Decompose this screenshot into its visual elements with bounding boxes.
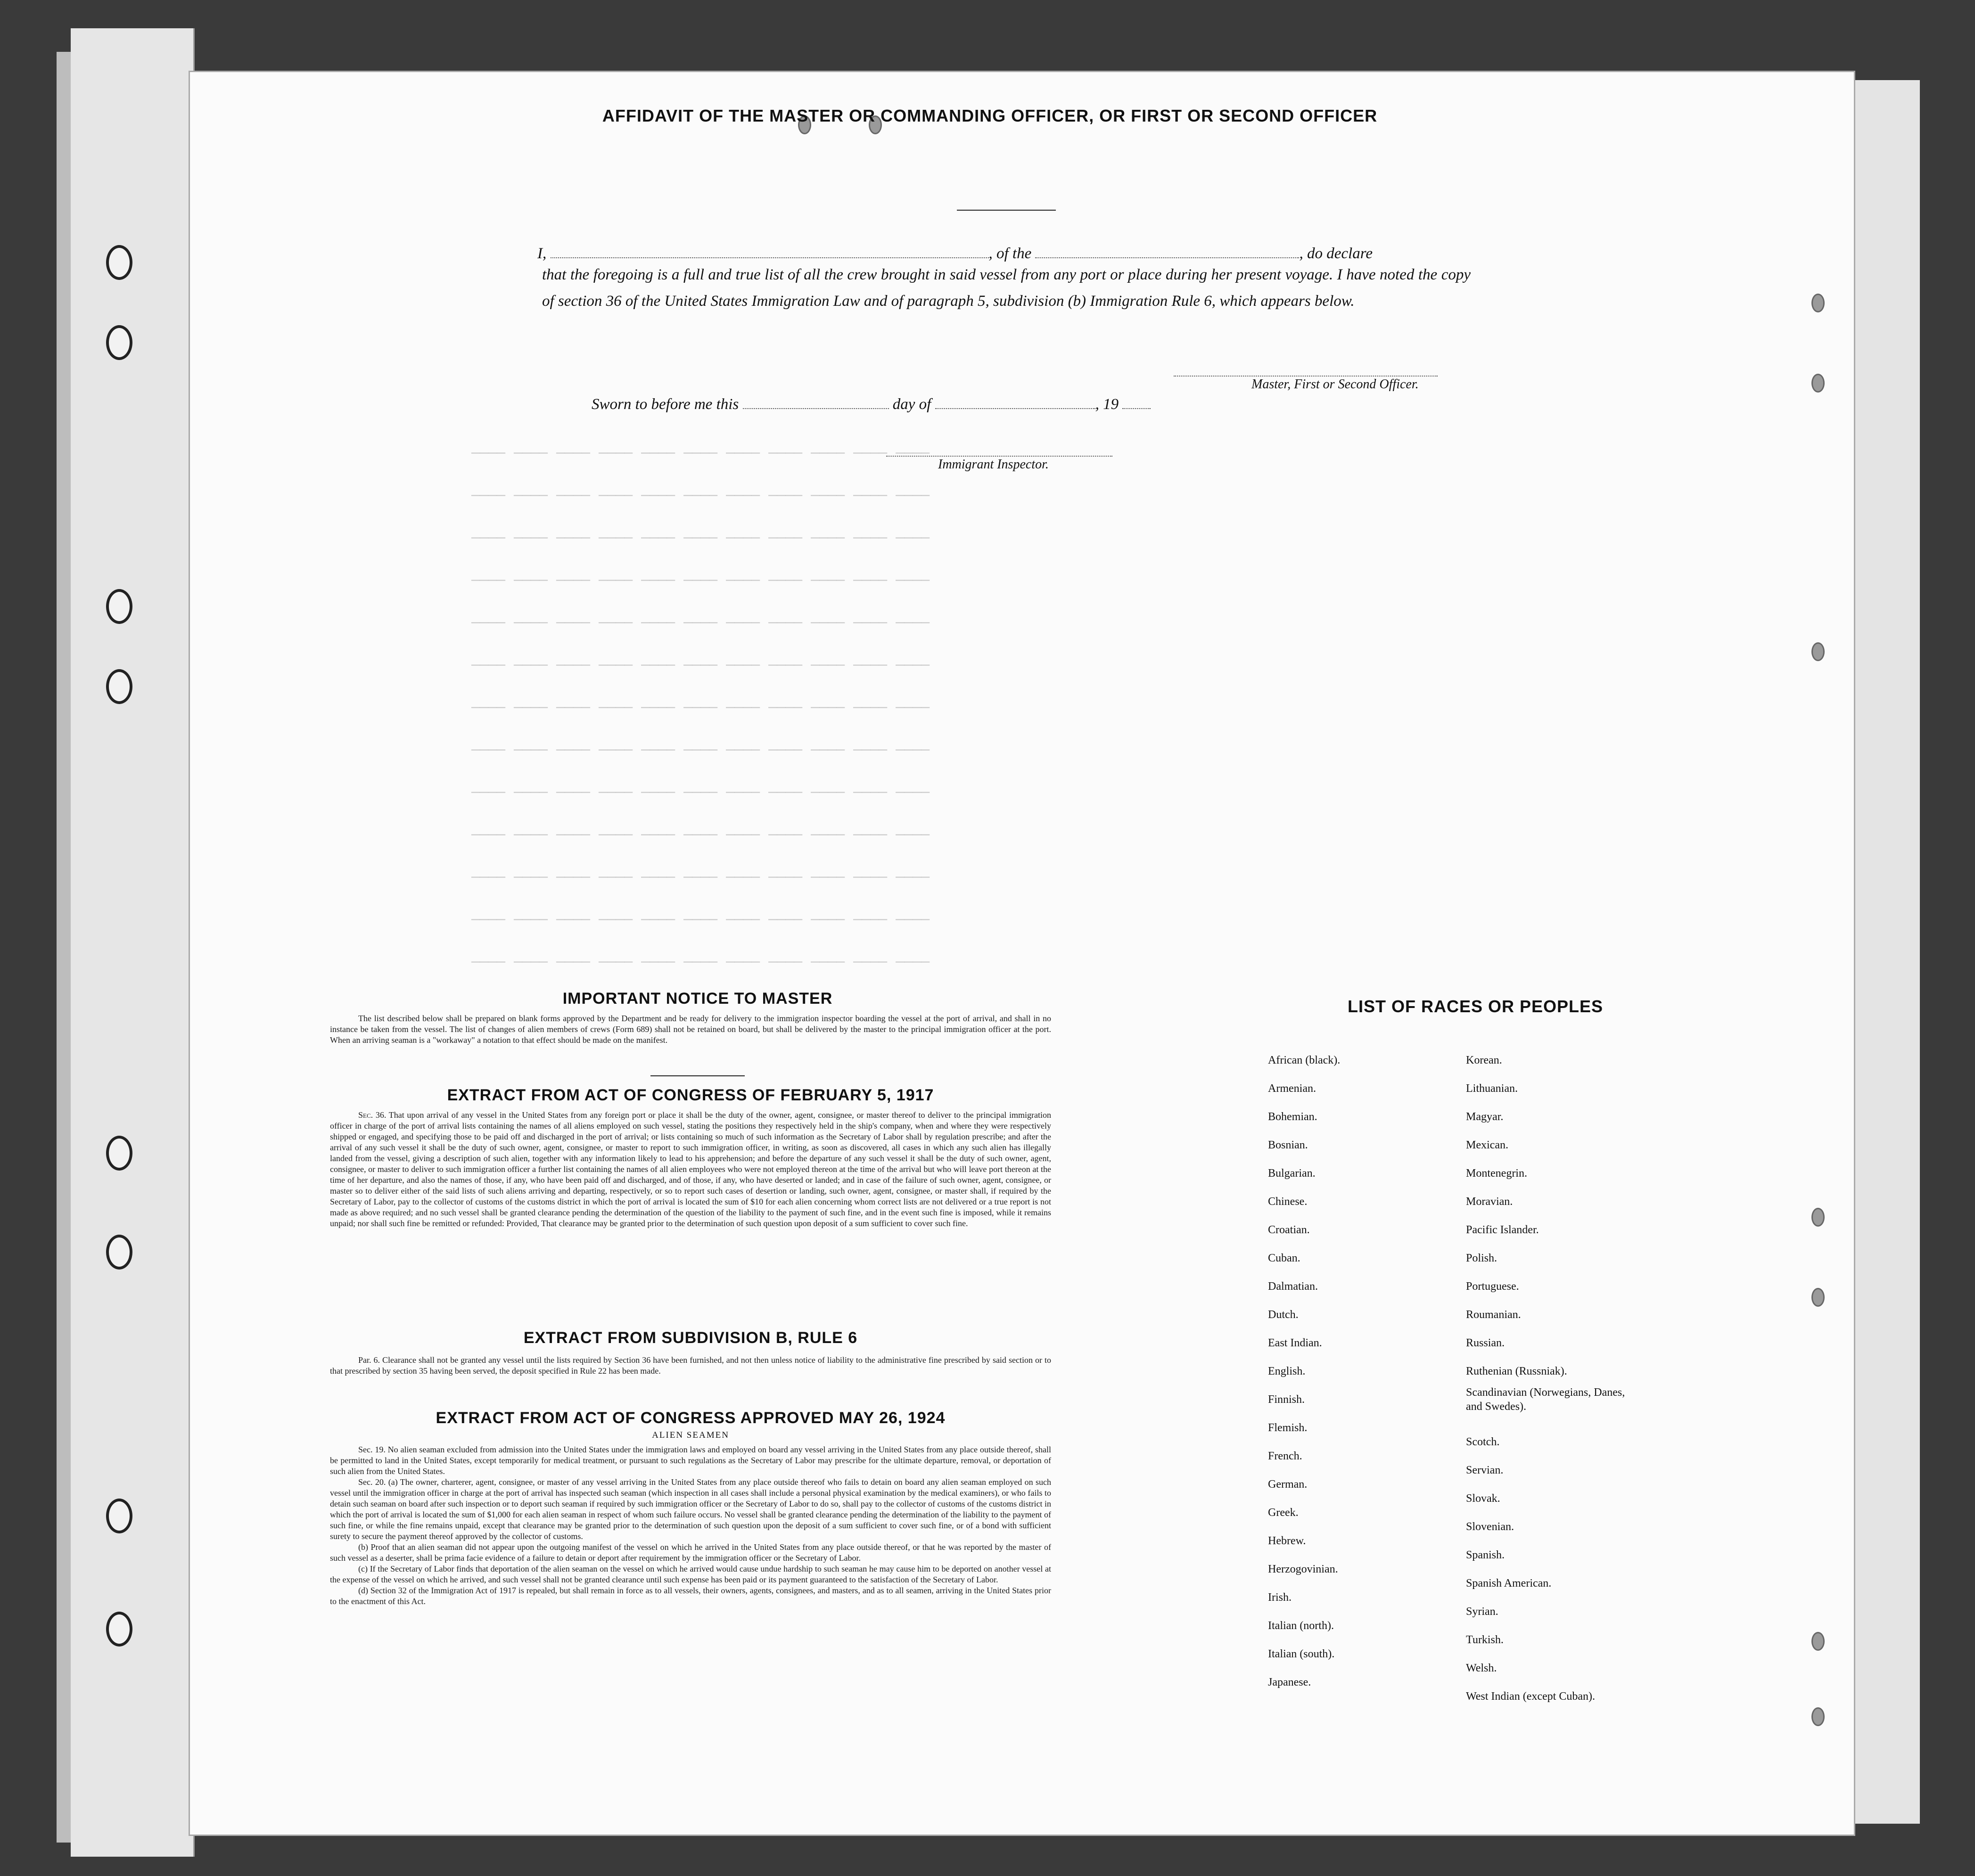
race-item: Dutch. [1268, 1309, 1299, 1321]
declaration-of-the: , of the [988, 245, 1032, 262]
inspector-label: Immigrant Inspector. [938, 457, 1049, 472]
sworn-day-of: day of [892, 396, 931, 413]
extract-1917-text [330, 1110, 1051, 1229]
underlying-page-edge [1848, 80, 1920, 1824]
race-item: African (black). [1268, 1054, 1341, 1066]
bleed-through-mark: ———— ———— ———— ———— ———— ———— ———— ———— ———— ———— ———— [471, 785, 930, 801]
punch-hole [1811, 642, 1825, 661]
bleed-through-mark: ———— ———— ———— ———— ———— ———— ———— ———— ———— ———— ———— [471, 912, 930, 928]
notice-rule [650, 1075, 745, 1076]
race-item: Croatian. [1268, 1224, 1310, 1236]
bleed-through-mark: ———— ———— ———— ———— ———— ———— ———— ———— ———— ———— ———— [471, 573, 930, 589]
punch-hole [1811, 374, 1825, 393]
extract-1924-sec20d: (d) Section 32 of the Immigration Act of 1917 is repealed, but shall remain in force as to all vessels, their owners, agents, consignees, and masters, and as to all seamen, arriving in the United States prior to the enactment of this Act. [330, 1586, 1051, 1606]
race-item: Lithuanian. [1466, 1082, 1518, 1095]
binder-hole [106, 1499, 132, 1533]
extract-rule6-text: Par. 6. Clearance shall not be granted any vessel until the lists required by Section 36 have been furnished, and not then unless notice of liability to the administrative fine prescribed by said section or to that prescribed by section 35 having been served, the deposit specified in Rule 22 has been made. [330, 1355, 1051, 1376]
binder-hole [106, 1235, 132, 1270]
race-item: Turkish. [1466, 1634, 1504, 1646]
race-item: Polish. [1466, 1252, 1498, 1264]
race-item: Italian (north). [1268, 1620, 1334, 1632]
binder-hole [106, 589, 132, 624]
binder-strip [71, 28, 195, 1857]
sworn-day-blank[interactable] [743, 408, 889, 409]
extract-rule6-heading: EXTRACT FROM SUBDIVISION B, RULE 6 [523, 1329, 858, 1347]
master-signature-line[interactable] [1174, 375, 1438, 377]
sworn-year: , 19 [1095, 396, 1119, 413]
extract-1924-sections [330, 1444, 1051, 1607]
bleed-through-mark: ———— ———— ———— ———— ———— ———— ———— ———— ———— ———— ———— [471, 827, 930, 843]
notice-heading: IMPORTANT NOTICE TO MASTER [562, 990, 833, 1008]
race-item: Cuban. [1268, 1252, 1300, 1264]
race-item: Bulgarian. [1268, 1167, 1316, 1180]
binder-hole [106, 669, 132, 704]
extract-1917-body: That upon arrival of any vessel in the United States from any foreign port or place it shall be the duty of the owner, agent, consignee, or master thereof to deliver to the principal immigration officer in charge of the port of arrival lists containing the names of all aliens employed on such vessel, stating the positions they respectively held in the ship's company, when and where they were respectively shipped or engaged, and specifying those to be paid off and discharged in the port of arrival; or lists containing so much of such information as the Secretary of Labor shall by regulation prescribe; and after the arrival of any such vessel it shall be the duty of such owner, agent, consignee, or master to report to such immigration officer, in writing, as soon as discovered, all cases in which any such alien has illegally landed from the vessel, giving a description of such alien, together with any information likely to lead to his apprehension; and before the departure of any such vessel it shall be the duty of such owner, agent, consignee, or master to deliver to such immigration officer a further list containing the names of all alien employees who were not employed thereon at the time of the arrival but who will leave port thereon at the time of her departure, and also the names of those, if any, who have been paid off and discharged, and of those, if any, who have deserted or landed; and in case of the failure of such owner, agent, consignee, or master so to deliver either of the said lists of such aliens arriving and departing, respectively, or so to report such cases of desertion or landing, such owner, agent, consignee, or master shall, if required by the Secretary of Labor, pay to the collector of customs of the customs district in which the port of arrival is located the sum of $10 for each alien concerning whom correct lists are not delivered or a true report is not made as above required; and no such vessel shall be granted clearance pending the determination of the question of the liability to the payment of such fine, and in the event such fine is imposed, while it remains unpaid; nor shall such fine be remitted or refunded: Provided, That clearance may be granted prior to the determination of such question upon deposit of a sum sufficient to cover such fine. [330, 1110, 1051, 1228]
vessel-name-blank[interactable] [1035, 257, 1299, 258]
race-item: Russian. [1466, 1337, 1505, 1349]
race-item: Spanish. [1466, 1549, 1505, 1561]
races-column-2 [1466, 1046, 1636, 1711]
races-column-1 [1268, 1046, 1340, 1696]
race-item: Bohemian. [1268, 1111, 1317, 1123]
punch-hole [1811, 1208, 1825, 1227]
binder-hole [106, 245, 132, 280]
race-item: Syrian. [1466, 1606, 1498, 1618]
title-rule [957, 210, 1056, 211]
extract-1917-sec: Sec. 36. [358, 1110, 387, 1120]
declaration-do-declare: , do declare [1299, 245, 1373, 262]
race-item: Spanish American. [1466, 1577, 1552, 1589]
bleed-through-mark: ———— ———— ———— ———— ———— ———— ———— ———— ———— ———— ———— [471, 657, 930, 673]
binder-hole [106, 325, 132, 360]
punch-hole [1811, 1288, 1825, 1307]
race-item: Magyar. [1466, 1111, 1504, 1123]
race-item: English. [1268, 1365, 1306, 1377]
race-item: Servian. [1466, 1464, 1504, 1476]
binder-hole [106, 1136, 132, 1171]
race-item: Pacific Islander. [1466, 1224, 1539, 1236]
sworn-year-blank[interactable] [1122, 408, 1151, 409]
race-item: Dalmatian. [1268, 1280, 1318, 1293]
race-item: Scotch. [1466, 1436, 1500, 1448]
punch-hole [1811, 1707, 1825, 1726]
bleed-through-mark: ———— ———— ———— ———— ———— ———— ———— ———— ———— ———— ———— [471, 615, 930, 631]
race-item: Greek. [1268, 1507, 1299, 1519]
race-item: Slovenian. [1466, 1521, 1514, 1533]
extract-1924-sec20a: Sec. 20. (a) The owner, charterer, agent, consignee, or master of any vessel arriving in the United States from any place outside thereof who fails to detain on board any alien seaman employed on such vessel until the immigration officer in charge at the port of arrival has inspected such seaman (which inspection in all cases shall include a personal physical examination by the medical examiners), or who fails to detain such seaman on board after such inspection or to deport such seaman if required by such immigration officer or the Secretary of Labor to do so, shall pay to the collector of customs of the customs district in which the port of arrival is located the sum of $1,000 for each alien seaman in respect of whom such failure occurs. No vessel shall be granted clearance pending the determination of the liability to the payment of such fine, or while the fine remains unpaid, except that clearance may be granted prior to the determination of such question upon the deposit of a sum sufficient to cover such fine, or of a bond with sufficient surety to secure the payment thereof approved by the collector of customs. [330, 1477, 1051, 1541]
extract-1924-heading: EXTRACT FROM ACT OF CONGRESS APPROVED MAY 26, 1924 [436, 1409, 946, 1427]
declaration-i: I, [537, 245, 547, 262]
affidavit-title: AFFIDAVIT OF THE MASTER OR COMMANDING OFFICER, OR FIRST OR SECOND OFFICER [602, 106, 1378, 125]
race-item: Scandinavian (Norwegians, Danes, and Swedes). [1466, 1386, 1625, 1413]
race-item: Herzogovinian. [1268, 1563, 1338, 1575]
race-item: German. [1268, 1478, 1308, 1491]
punch-hole [1811, 294, 1825, 312]
binder-hole [106, 1612, 132, 1647]
race-item: Roumanian. [1466, 1309, 1521, 1321]
inspector-signature-line[interactable] [886, 455, 1112, 457]
bleed-through-mark: ———— ———— ———— ———— ———— ———— ———— ———— ———— ———— ———— [471, 869, 930, 885]
race-item: Armenian. [1268, 1082, 1316, 1095]
race-item: Italian (south). [1268, 1648, 1335, 1660]
race-item: Finnish. [1268, 1393, 1305, 1406]
race-item: West Indian (except Cuban). [1466, 1690, 1595, 1703]
bleed-through-mark: ———— ———— ———— ———— ———— ———— ———— ———— ———— ———— ———— [471, 700, 930, 716]
master-signature-label: Master, First or Second Officer. [1251, 377, 1419, 392]
race-item: Japanese. [1268, 1676, 1311, 1688]
race-item: Moravian. [1466, 1196, 1513, 1208]
officer-name-blank[interactable] [551, 257, 989, 258]
race-item: French. [1268, 1450, 1302, 1462]
race-item: Welsh. [1466, 1662, 1497, 1674]
race-item: Hebrew. [1268, 1535, 1306, 1547]
bleed-through-mark: ———— ———— ———— ———— ———— ———— ———— ———— ———— ———— ———— [471, 954, 930, 970]
bleed-through-mark: ———— ———— ———— ———— ———— ———— ———— ———— ———— ———— ———— [471, 742, 930, 758]
notice-text: The list described below shall be prepared on blank forms approved by the Department and be ready for delivery to the immigration inspector boarding the vessel at the port of arrival, and shall in no instance be taken from the vessel. The list of changes of alien members of crews (Form 689) shall not be retained on board, but shall be delivered by the master to the principal immigration officer at the port. When an arriving seaman is a "workaway" a notation to that effect should be made on the manifest. [330, 1014, 1051, 1045]
bleed-through-mark: ———— ———— ———— ———— ———— ———— ———— ———— ———— ———— ———— [471, 530, 930, 546]
race-item: Irish. [1268, 1591, 1292, 1604]
extract-1924-subheading: ALIEN SEAMEN [652, 1430, 729, 1440]
sworn-label: Sworn to before me this [592, 396, 739, 413]
race-item: Chinese. [1268, 1196, 1308, 1208]
race-item: Slovak. [1466, 1492, 1500, 1505]
extract-1924-sec19: Sec. 19. No alien seaman excluded from admission into the United States under the immigration laws and employed on board any vessel arriving in the United States from any place outside thereof, shall be permitted to land in the United States, except temporarily for medical treatment, or pursuant to such regulations as the Secretary of Labor may prescribe for the ultimate departure, removal, or deportation of such alien from the United States. [330, 1445, 1051, 1476]
extract-1917-heading: EXTRACT FROM ACT OF CONGRESS OF FEBRUARY 5, 1917 [447, 1086, 934, 1104]
race-item: Portuguese. [1466, 1280, 1519, 1293]
punch-hole [1811, 1632, 1825, 1651]
extract-1924-sec20c: (c) If the Secretary of Labor finds that deportation of the alien seaman on the vessel on which he arrived would cause undue hardship to such seaman he may cause him to be deported on another vessel at the expense of the vessel on which he arrived, and such vessel shall not be granted clearance until such expense has been paid or its payment guaranteed to the satisfaction of the Secretary of Labor. [330, 1564, 1051, 1584]
race-item: Ruthenian (Russniak). [1466, 1365, 1567, 1377]
affidavit-body: that the foregoing is a full and true list of all the crew brought in said vessel from any port or place during her present voyage. I have noted the copy of section 36 of the United States Immigration Law and of paragraph 5, subdivision (b) Immigration Rule 6, which appears below. [542, 266, 1471, 310]
race-item: Flemish. [1268, 1422, 1308, 1434]
extract-1924-sec20b: (b) Proof that an alien seaman did not appear upon the outgoing manifest of the vessel on which he arrived in the United States from any place outside thereof, or that he was reported by the master of such vessel as a deserter, shall be prima facie evidence of a failure to detain or deport after requirement by the immigration officer or the Secretary of Labor. [330, 1542, 1051, 1563]
race-item: East Indian. [1268, 1337, 1322, 1349]
race-item: Mexican. [1466, 1139, 1508, 1151]
sworn-month-blank[interactable] [935, 408, 1095, 409]
sworn-line [592, 391, 1151, 418]
bleed-through-mark: ———— ———— ———— ———— ———— ———— ———— ———— ———— ———— ———— [471, 445, 930, 461]
race-item: Bosnian. [1268, 1139, 1308, 1151]
races-heading: LIST OF RACES OR PEOPLES [1347, 997, 1604, 1016]
race-item: Montenegrin. [1466, 1167, 1527, 1180]
race-item: Korean. [1466, 1054, 1502, 1066]
bleed-through-mark: ———— ———— ———— ———— ———— ———— ———— ———— ———— ———— ———— [471, 488, 930, 504]
